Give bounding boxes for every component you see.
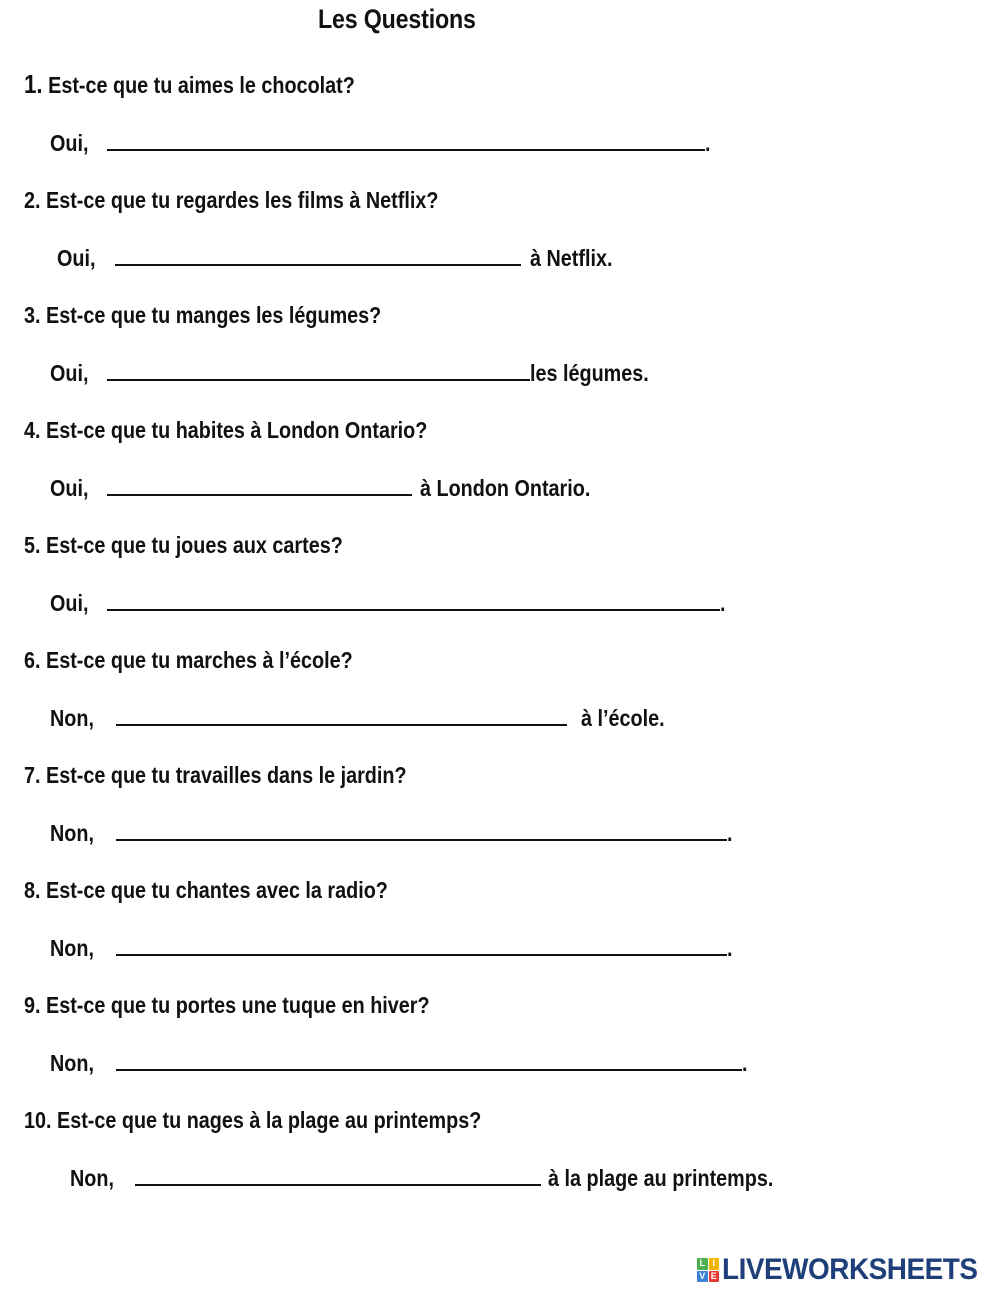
answer-suffix: . — [727, 820, 733, 846]
question-number: 9. — [24, 992, 41, 1018]
answer-suffix: . — [727, 935, 733, 961]
logo-cell-e: E — [709, 1271, 720, 1283]
answer-blank-input[interactable] — [135, 1184, 541, 1186]
question-number: 8. — [24, 877, 41, 903]
answer-blank-input[interactable] — [116, 839, 727, 841]
answer-prefix: Non, — [50, 820, 94, 846]
answer-blank-input[interactable] — [107, 379, 530, 381]
answer-suffix: à la plage au printemps. — [548, 1165, 774, 1191]
answer-prefix: Oui, — [50, 590, 89, 616]
answer-blank-input[interactable] — [107, 609, 720, 611]
answer-prefix: Non, — [50, 935, 94, 961]
answer-blank-input[interactable] — [115, 264, 521, 266]
answer-suffix: . — [742, 1050, 748, 1076]
question-text: Est-ce que tu travailles dans le jardin? — [45, 762, 407, 788]
question-number: 6. — [24, 647, 41, 673]
answer-prefix: Oui, — [50, 475, 89, 501]
logo-cell-i: I — [709, 1258, 720, 1270]
question-number: 3. — [24, 302, 41, 328]
answer-prefix: Non, — [70, 1165, 114, 1191]
question-text: Est-ce que tu chantes avec la radio? — [45, 877, 388, 903]
logo-text: LIVEWORKSHEETS — [722, 1253, 978, 1286]
live-grid-icon — [697, 1258, 719, 1282]
answer-blank-input[interactable] — [107, 149, 705, 151]
answer-suffix: à Netflix. — [530, 245, 613, 271]
answer-suffix: à l’école. — [581, 705, 665, 731]
page-title: Les Questions — [318, 4, 476, 34]
question-text: Est-ce que tu aimes le chocolat? — [48, 72, 355, 98]
answer-prefix: Oui, — [50, 360, 89, 386]
answer-suffix: à London Ontario. — [420, 475, 591, 501]
logo-cell-l: L — [697, 1258, 708, 1270]
question-number: 5. — [24, 532, 41, 558]
answer-suffix: les légumes. — [530, 360, 649, 386]
question-text: Est-ce que tu regardes les films à Netflix? — [45, 187, 439, 213]
question-text: Est-ce que tu joues aux cartes? — [45, 532, 343, 558]
question-number: 2. — [24, 187, 41, 213]
answer-suffix: . — [720, 590, 726, 616]
question-number: 10. — [24, 1107, 52, 1133]
answer-prefix: Oui, — [57, 245, 96, 271]
question-text: Est-ce que tu marches à l’école? — [45, 647, 353, 673]
question-text: Est-ce que tu habites à London Ontario? — [45, 417, 428, 443]
answer-prefix: Oui, — [50, 130, 89, 156]
question-number: 1. — [24, 69, 43, 99]
answer-prefix: Non, — [50, 1050, 94, 1076]
answer-blank-input[interactable] — [116, 954, 727, 956]
question-number: 7. — [24, 762, 41, 788]
logo-cell-v: V — [697, 1271, 708, 1283]
answer-blank-input[interactable] — [116, 1069, 742, 1071]
question-text: Est-ce que tu nages à la plage au printemps? — [57, 1107, 482, 1133]
answer-prefix: Non, — [50, 705, 94, 731]
liveworksheets-logo — [697, 1253, 997, 1286]
question-text: Est-ce que tu manges les légumes? — [45, 302, 382, 328]
answer-blank-input[interactable] — [116, 724, 567, 726]
question-text: Est-ce que tu portes une tuque en hiver? — [45, 992, 430, 1018]
answer-blank-input[interactable] — [107, 494, 412, 496]
answer-suffix: . — [705, 130, 711, 156]
question-number: 4. — [24, 417, 41, 443]
